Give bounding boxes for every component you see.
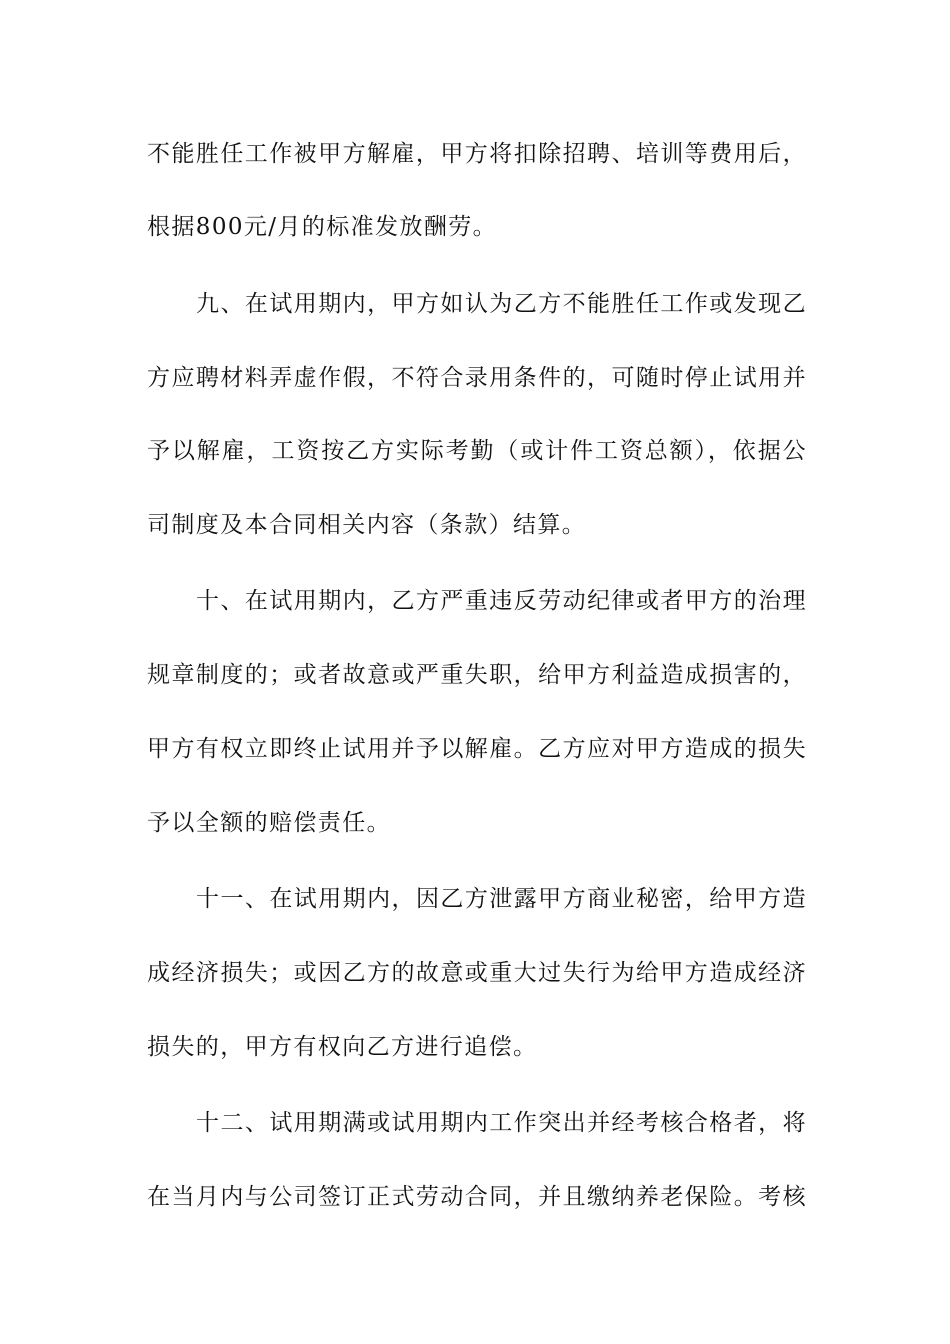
paragraph-line: 损失的，甲方有权向乙方进行追偿。 [147,1034,538,1060]
paragraph-line: 根据800元/月的标准发放酬劳。 [147,214,498,240]
paragraph-line: 方应聘材料弄虚作假，不符合录用条件的，可随时停止试用并 [147,365,807,391]
clause-9-first-line: 九、在试用期内，甲方如认为乙方不能胜任工作或发现乙 [196,291,807,317]
paragraph-line: 甲方有权立即终止试用并予以解雇。乙方应对甲方造成的损失 [147,736,807,762]
paragraph-line: 司制度及本合同相关内容（条款）结算。 [147,512,587,538]
paragraph-line: 予以全额的赔偿责任。 [147,810,391,836]
paragraph-line: 规章制度的；或者故意或严重失职，给甲方利益造成损害的， [147,662,807,688]
paragraph-line: 予以解雇，工资按乙方实际考勤（或计件工资总额），依据公 [147,438,807,464]
paragraph-line: 在当月内与公司签订正式劳动合同，并且缴纳养老保险。考核 [147,1184,807,1210]
clause-11-first-line: 十一、在试用期内，因乙方泄露甲方商业秘密，给甲方造 [196,886,807,912]
paragraph-line: 不能胜任工作被甲方解雇，甲方将扣除招聘、培训等费用后， [147,141,807,167]
paragraph-line: 成经济损失；或因乙方的故意或重大过失行为给甲方造成经济 [147,960,807,986]
clause-12-first-line: 十二、试用期满或试用期内工作突出并经考核合格者，将 [196,1110,807,1136]
clause-10-first-line: 十、在试用期内，乙方严重违反劳动纪律或者甲方的治理 [196,588,807,614]
